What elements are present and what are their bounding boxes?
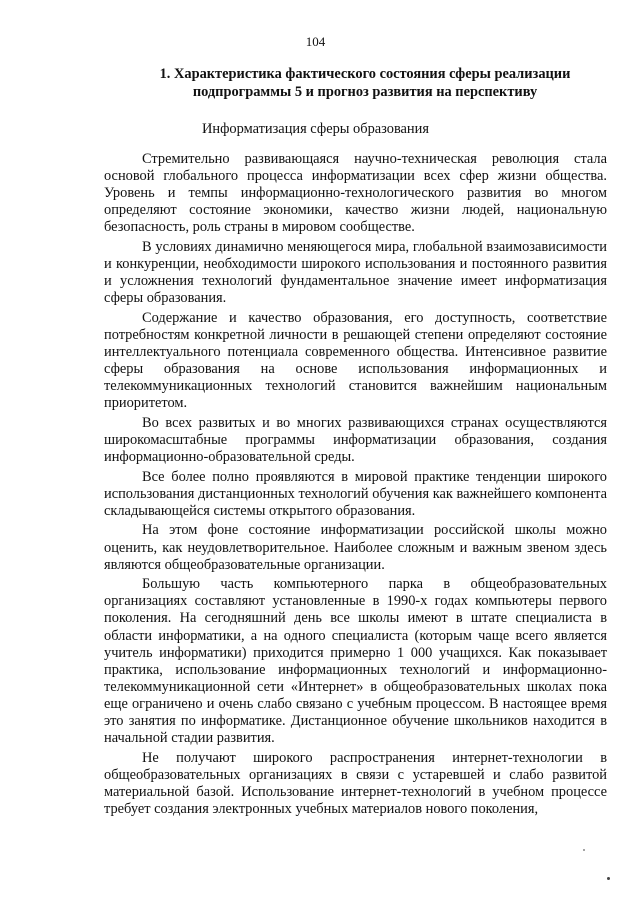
paragraph-4: Во всех развитых и во многих развивающихся странах осуществляются широкомасштабные программы информатизации образования, создания информационно-образовательной среды. [104,414,607,466]
paragraph-2: В условиях динамично меняющегося мира, глобальной взаимозависимости и конкуренции, необходимости широкого использования и постоянного развития и усложнения технологий фундаментальное значение имеет информатизация сферы образования. [104,238,607,307]
paragraph-3: Содержание и качество образования, его доступность, соответствие потребностям конкретной личности в решающей степени определяют состояние интеллектуального потенциала современного общества. Интенсивное развитие сферы образования на основе использования информационных и телекоммуникационных технологий становится важнейшим национальным приоритетом. [104,309,607,412]
page-number: 104 [305,34,326,49]
scan-dot-corner [607,877,610,880]
paragraph-1: Стремительно развивающаяся научно-техническая революция стала основой глобального процесса информатизации всех сфер жизни общества. Уровень и темпы информационно-технологического развития во многом определяют состояние экономики, качество жизни людей, национальную безопасность, роль страны в мировом сообществе. [104,151,607,236]
paragraph-6: На этом фоне состояние информатизации российской школы можно оценить, как неудовлетворительное. Наиболее сложным и важным звеном здесь являются общеобразовательные организации. [104,522,607,573]
section-subheading: Информатизация сферы образования [202,121,429,137]
scan-dot [583,849,585,851]
paragraph-8: Не получают широкого распространения интернет-технологии в общеобразовательных организациях в связи с устаревшей и слабо развитой материальной базой. Использование интернет-технологий в учебном процессе требует создания электронных учебных материалов нового поколения, [104,749,607,817]
body-text [104,151,607,821]
paragraph-5: Все более полно проявляются в мировой практике тенденции широкого использования дистанционных технологий обучения как важнейшего компонента складывающейся системы открытого образования. [104,468,607,519]
paragraph-7: Большую часть компьютерного парка в общеобразовательных организациях составляют установленные в 1990-х годах компьютеры первого поколения. На сегодняшний день все школы имеют в штате специалиста в области информатики, а на одного специалиста (которым чаще всего является учитель информатики) приходится примерно 1 000 учащихся. Как показывает практика, использование информационных технологий и информационно-телекоммуникационной сети «Интернет» в общеобразовательных школах пока еще ограничено и очень слабо связано с учебным процессом. В настоящее время это занятия по информатике. Дистанционное обучение школьников находится в начальной стадии развития. [104,576,607,747]
section-title: 1. Характеристика фактического состояния сферы реализации подпрограммы 5 и прогноз развития на перспективу [159,66,571,100]
